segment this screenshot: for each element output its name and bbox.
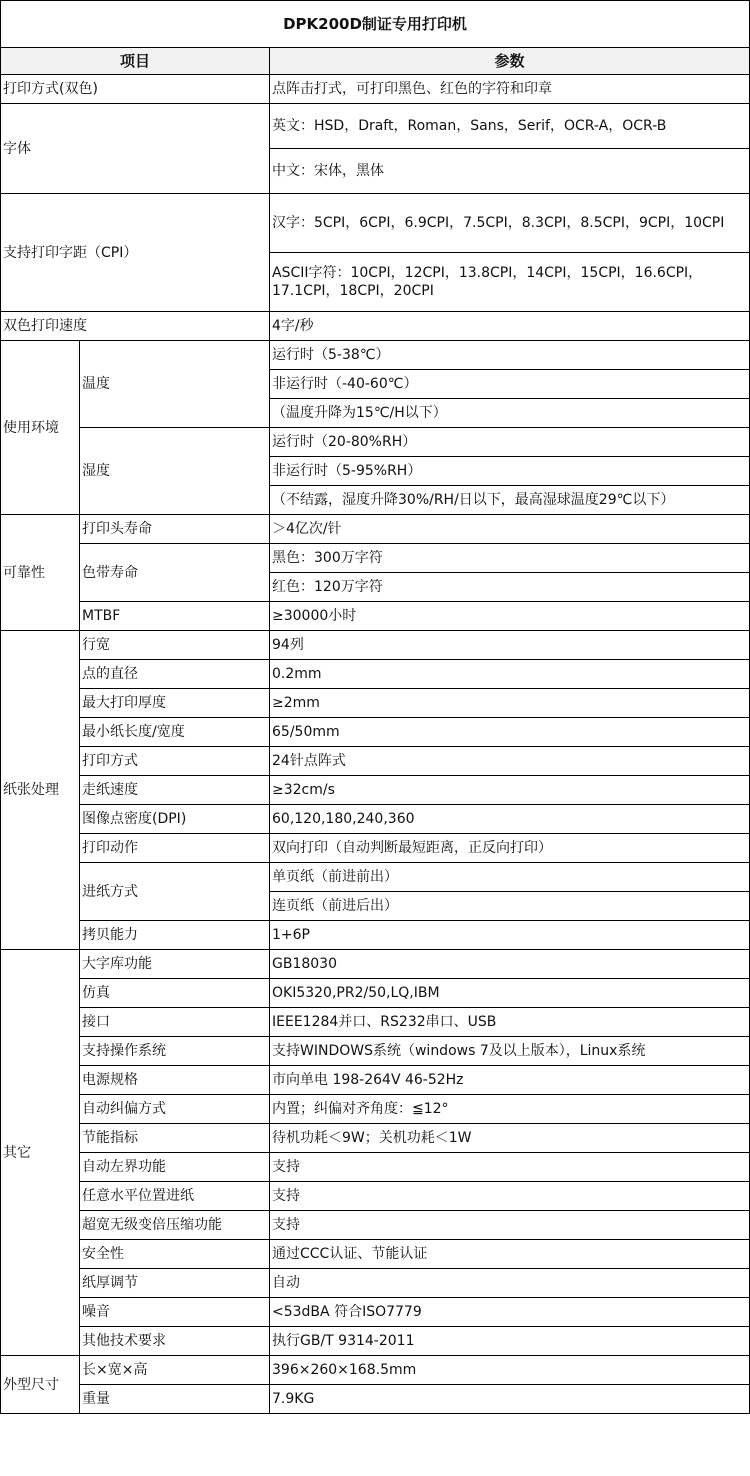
other-row-value: 支持	[270, 1211, 750, 1240]
group-label-paper: 纸张处理	[1, 631, 80, 950]
rel-ribbon-life-label: 色带寿命	[80, 544, 270, 602]
other-row-label: 电源规格	[80, 1066, 270, 1095]
rel-ribbon-red: 红色：120万字符	[270, 573, 750, 602]
paper-row-value: 0.2mm	[270, 660, 750, 689]
other-row-value: 内置；纠偏对齐角度：≦12°	[270, 1095, 750, 1124]
other-row-label: 节能指标	[80, 1124, 270, 1153]
row-value-dual-speed: 4字/秒	[270, 312, 750, 341]
paper-row-value: 60,120,180,240,360	[270, 805, 750, 834]
paper-row-value: ≥32cm/s	[270, 776, 750, 805]
env-temperature-label: 温度	[80, 341, 270, 428]
row-label-font: 字体	[1, 104, 270, 194]
paper-row-value: 65/50mm	[270, 718, 750, 747]
env-temperature-line: 运行时（5-38℃）	[270, 341, 750, 370]
paper-feed-label: 进纸方式	[80, 863, 270, 921]
paper-feed-continuous: 连页纸（前进后出）	[270, 892, 750, 921]
group-label-environment: 使用环境	[1, 341, 80, 515]
group-label-other: 其它	[1, 950, 80, 1356]
paper-row-value: 24针点阵式	[270, 747, 750, 776]
other-row-value: 支持	[270, 1153, 750, 1182]
other-row-value: 市向单电 198-264V 46-52Hz	[270, 1066, 750, 1095]
paper-row-label: 最小纸长度/宽度	[80, 718, 270, 747]
dim-weight-value: 7.9KG	[270, 1385, 750, 1414]
other-row-label: 纸厚调节	[80, 1269, 270, 1298]
other-row-label: 自动纠偏方式	[80, 1095, 270, 1124]
dim-size-value: 396×260×168.5mm	[270, 1356, 750, 1385]
rel-head-life-value: ＞4亿次/针	[270, 515, 750, 544]
dim-size-label: 长×宽×高	[80, 1356, 270, 1385]
paper-row-label: 打印方式	[80, 747, 270, 776]
other-row-label: 仿真	[80, 979, 270, 1008]
header-param: 参数	[270, 48, 750, 75]
other-row-label: 噪音	[80, 1298, 270, 1327]
env-temperature-line: 非运行时（-40-60℃）	[270, 370, 750, 399]
font-english: 英文：HSD，Draft，Roman，Sans，Serif，OCR-A，OCR-B	[270, 104, 750, 149]
paper-row-label: 走纸速度	[80, 776, 270, 805]
other-row-label: 大字库功能	[80, 950, 270, 979]
paper-row-label: 最大打印厚度	[80, 689, 270, 718]
table-title: DPK200D制证专用打印机	[1, 1, 750, 48]
cpi-hanzi: 汉字：5CPI，6CPI，6.9CPI，7.5CPI，8.3CPI，8.5CPI，9CPI，10CPI	[270, 194, 750, 253]
paper-copy-value: 1+6P	[270, 921, 750, 950]
other-row-value: 通过CCC认证、节能认证	[270, 1240, 750, 1269]
row-label-dual-speed: 双色打印速度	[1, 312, 270, 341]
rel-ribbon-black: 黑色：300万字符	[270, 544, 750, 573]
dim-weight-label: 重量	[80, 1385, 270, 1414]
row-label-print-method: 打印方式(双色)	[1, 75, 270, 104]
row-value-print-method: 点阵击打式，可打印黑色、红色的字符和印章	[270, 75, 750, 104]
other-row-value: <53dBA 符合ISO7779	[270, 1298, 750, 1327]
paper-row-label: 打印动作	[80, 834, 270, 863]
paper-row-value: 双向打印（自动判断最短距离，正反向打印）	[270, 834, 750, 863]
env-humidity-line: 非运行时（5-95%RH）	[270, 457, 750, 486]
env-temperature-line: （温度升降为15℃/H以下）	[270, 399, 750, 428]
row-label-cpi: 支持打印字距（CPI）	[1, 194, 270, 312]
other-row-label: 自动左界功能	[80, 1153, 270, 1182]
other-row-value: 支持	[270, 1182, 750, 1211]
env-humidity-line: （不结露，湿度升降30%/RH/日以下，最高湿球温度29℃以下）	[270, 486, 750, 515]
paper-row-label: 行宽	[80, 631, 270, 660]
other-row-label: 安全性	[80, 1240, 270, 1269]
env-humidity-line: 运行时（20-80%RH）	[270, 428, 750, 457]
header-item: 项目	[1, 48, 270, 75]
other-row-value: GB18030	[270, 950, 750, 979]
other-row-label: 支持操作系统	[80, 1037, 270, 1066]
rel-mtbf-label: MTBF	[80, 602, 270, 631]
other-row-value: 支持WINDOWS系统（windows 7及以上版本），Linux系统	[270, 1037, 750, 1066]
env-humidity-label: 湿度	[80, 428, 270, 515]
paper-feed-single: 单页纸（前进前出）	[270, 863, 750, 892]
paper-row-label: 图像点密度(DPI)	[80, 805, 270, 834]
rel-head-life-label: 打印头寿命	[80, 515, 270, 544]
rel-mtbf-value: ≥30000小时	[270, 602, 750, 631]
other-row-label: 超宽无级变倍压缩功能	[80, 1211, 270, 1240]
group-label-reliability: 可靠性	[1, 515, 80, 631]
paper-copy-label: 拷贝能力	[80, 921, 270, 950]
paper-row-value: 94列	[270, 631, 750, 660]
other-row-value: 自动	[270, 1269, 750, 1298]
other-row-value: OKI5320,PR2/50,LQ,IBM	[270, 979, 750, 1008]
other-row-value: 待机功耗＜9W；关机功耗＜1W	[270, 1124, 750, 1153]
other-row-value: 执行GB/T 9314-2011	[270, 1327, 750, 1356]
font-chinese: 中文：宋体，黑体	[270, 149, 750, 194]
other-row-label: 其他技术要求	[80, 1327, 270, 1356]
paper-row-value: ≥2mm	[270, 689, 750, 718]
group-label-dimensions: 外型尺寸	[1, 1356, 80, 1414]
other-row-label: 任意水平位置进纸	[80, 1182, 270, 1211]
other-row-label: 接口	[80, 1008, 270, 1037]
cpi-ascii: ASCII字符：10CPI，12CPI，13.8CPI，14CPI，15CPI，16.6CPI，17.1CPI，18CPI，20CPI	[270, 253, 750, 312]
other-row-value: IEEE1284并口、RS232串口、USB	[270, 1008, 750, 1037]
paper-row-label: 点的直径	[80, 660, 270, 689]
